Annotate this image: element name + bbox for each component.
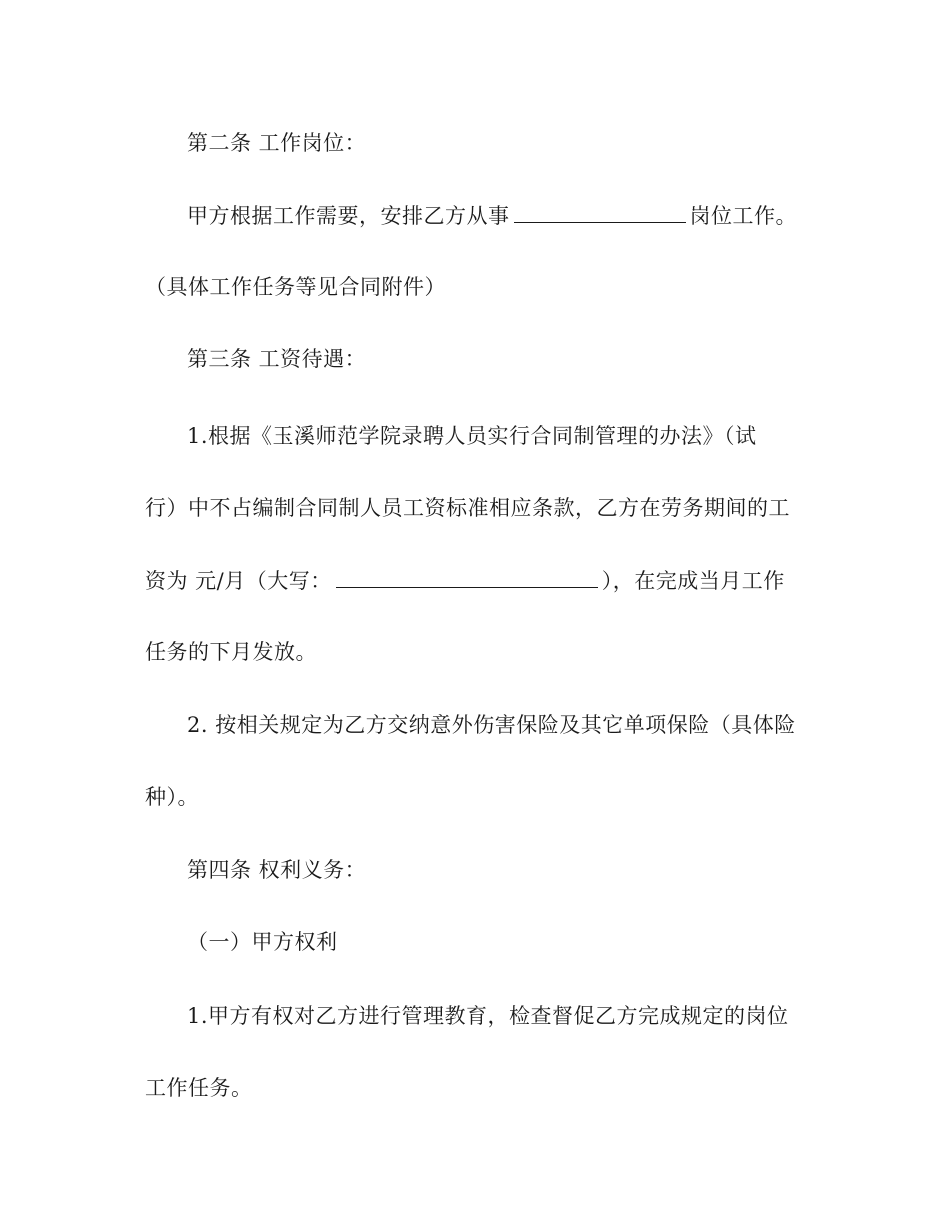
- article-3-heading-text: 第三条 工资待遇：: [187, 347, 367, 371]
- article-4-heading-text: 第四条 权利义务：: [187, 858, 367, 882]
- article-3-item-1-line-2: [145, 493, 790, 523]
- article-2-heading-text: 第二条 工作岗位：: [187, 131, 367, 155]
- salary-text-after-blank: ），在完成当月工作: [601, 569, 785, 593]
- article-3-heading: [187, 344, 366, 374]
- article-3-item-1-line-4: [145, 637, 317, 667]
- party-a-rights-item-1-line-1: [187, 1001, 789, 1031]
- salary-amount-blank-field[interactable]: [336, 565, 598, 588]
- article-3-item-2-line-1: [187, 710, 796, 740]
- party-a-rights-item-1-line-2: [145, 1073, 253, 1103]
- article-2-text-before-blank: 甲方根据工作需要，安排乙方从事: [187, 204, 510, 228]
- article-3-item-2-line-2: [145, 782, 199, 812]
- party-a-rights-heading: [187, 927, 338, 957]
- article-3-item-1-text-4: 任务的下月发放。: [145, 640, 317, 664]
- party-a-rights-item-1-text-2: 工作任务。: [145, 1076, 253, 1100]
- article-3-item-1-text-1: 1.根据《玉溪师范学院录聘人员实行合同制管理的办法》（试: [187, 424, 757, 448]
- party-a-rights-heading-text: （一）甲方权利: [187, 930, 338, 954]
- article-3-item-2-text-2: 种）。: [145, 785, 199, 809]
- position-blank-field[interactable]: [514, 200, 686, 223]
- article-2-text-after-blank: 岗位工作。: [689, 204, 797, 228]
- article-4-heading: [187, 855, 366, 885]
- article-3-item-1-line-3: [145, 565, 785, 596]
- article-2-paragraph: [187, 200, 797, 231]
- party-a-rights-item-1-text-1: 1.甲方有权对乙方进行管理教育，检查督促乙方完成规定的岗位: [187, 1004, 789, 1028]
- article-3-item-1-line-1: [187, 421, 757, 451]
- article-3-item-1-text-2: 行）中不占编制合同制人员工资标准相应条款，乙方在劳务期间的工: [145, 496, 790, 520]
- article-3-item-2-text-1: 2. 按相关规定为乙方交纳意外伤害保险及其它单项保险（具体险: [187, 713, 796, 737]
- article-2-note-text: （具体工作任务等见合同附件）: [145, 275, 446, 299]
- salary-text-before-blank: 资为 元/月（大写：: [145, 569, 332, 593]
- article-2-note: [145, 272, 446, 302]
- article-2-heading: [187, 128, 366, 158]
